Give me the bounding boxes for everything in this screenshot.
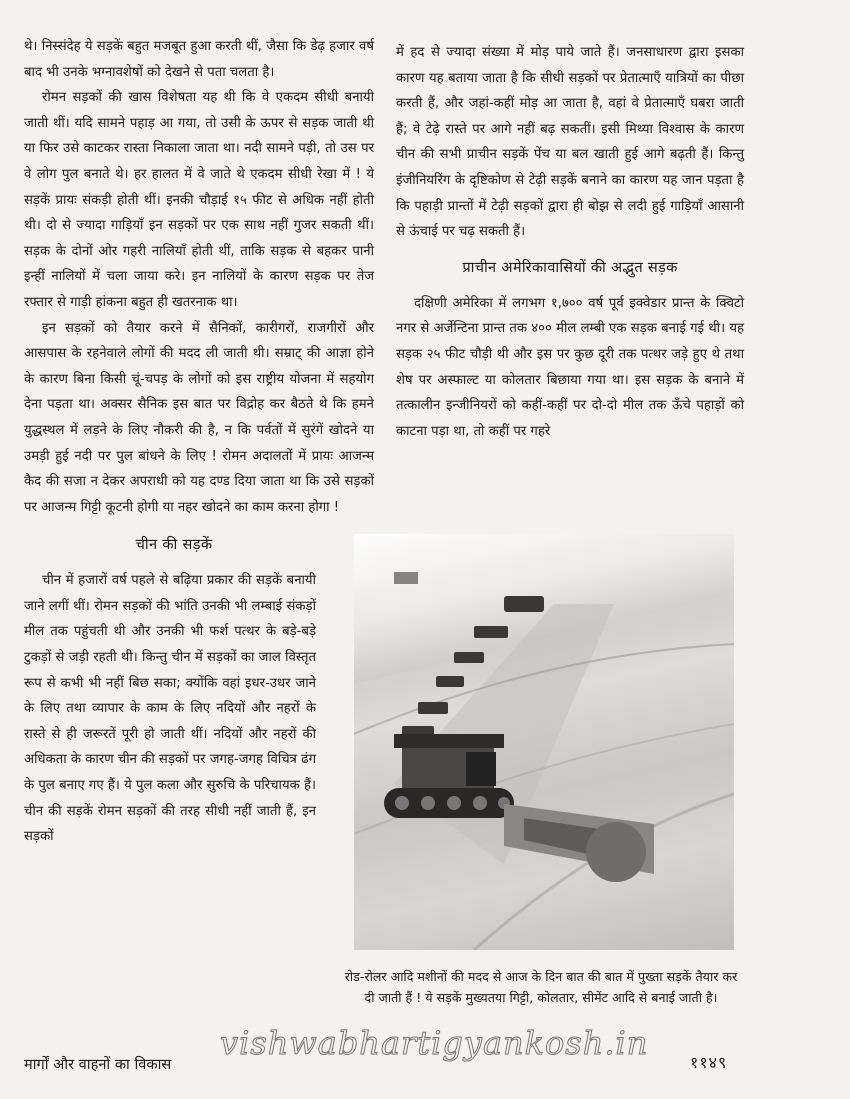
heading-china-roads: चीन की सड़कें: [135, 536, 213, 554]
road-roller-photo: [354, 534, 734, 950]
paragraph-china-turns: में हद से ज्यादा संख्या में मोड़ पाये जाते हैं। जनसाधारण द्वारा इसका कारण यह बताया जाता है कि सीधी सड़कों पर प्रेतात्माएँ यात्रियों का पीछा करती हैं, और जहां-कहीं मोड़ आ जाता है, वहां वे प्रेतात्माएँ घबरा जाती हैं; वे टेढ़े रास्ते पर आगे नहीं बढ़ सकतीं। इसी मिथ्या विश्वास के कारण चीन की सभी प्राचीन सड़कें पेंच या बल खाती हुई आगे बढ़ती हैं। किन्तु इंजीनियरिंग के दृष्टिकोण से टेढ़ी सड़कें बनाने का कारण यह जान पड़ता है कि पहाड़ी प्रान्तों में टेढ़ी सड़कों द्वारा ही बोझ से लदी हुई गाड़ियाँ आसानी से ऊंचाई पर चढ़ सकती हैं।: [396, 45, 744, 240]
paragraph-america-road: दक्षिणी अमेरिका में लगभग १,७०० वर्ष पूर्व इक्वेडार प्रान्त के क्विटो नगर से अर्जेन्टिना प्रान्त तक ४०० मील लम्बी एक सड़क बनाई गई थी। यह सड़क २५ फीट चौड़ी थी और इस पर कुछ दूरी तक पत्थर जड़े हुए थे तथा शेष पर अस्फाल्ट या कोलतार बिछाया गया था। इस सड़क के बनाने में तत्कालीन इन्जीनियरों को कहीं-कहीं पर दो-दो मील तक ऊँचे पहाड़ों को काटना पड़ा था, तो कहीं पर गहरे: [396, 295, 744, 439]
paragraph-rome-strength: थे। निस्संदेह ये सड़कें बहुत मजबूत हुआ करती थीं, जैसा कि डेढ़ हजार वर्ष बाद भी उनके भग्नावशेषों को देखने से पता चलता है।: [24, 39, 374, 80]
photo-caption: रोड-रोलर आदि मशीनों की मदद से आज के दिन बात की बात में पुख्ता सड़कें तैयार कर दी जाती हैं ! ये सड़कें मुख्यतया गिट्टी, कोलतार, सीमेंट आदि से बनाई जाती है।: [344, 969, 738, 1005]
paragraph-rome-labour: इन सड़कों को तैयार करने में सैनिकों, कारीगरों, राजगीरों और आसपास के रहनेवाले लोगों की मदद ली जाती थी। सम्राट् की आज्ञा होने के कारण बिना किसी चूं-चपड़ के लोगों को इस राष्ट्रीय योजना में सहयोग देना पड़ता था। अक्सर सैनिक इस बात पर विद्रोह कर बैठते थे कि हमने युद्धस्थल में लड़ने के लिए नौकरी की है, न कि पर्वतों में सुरंगें खोदने या उमड़ी हुई नदी पर पुल बांधने के लिए ! रोमन अदालतों में प्रायः आजन्म कैद की सजा न देकर अपराधी को यह दण्ड दिया जाता था कि उसे सड़कों पर आजन्म गिट्टी कूटनी होगी या नहर खोदने का काम करना होगा !: [24, 320, 374, 515]
footer-chapter-title: मार्गों और वाहनों का विकास: [24, 1056, 172, 1073]
site-watermark: vishwabhartigyankosh.in: [220, 1024, 649, 1062]
bulldozer-shape: [384, 734, 514, 818]
road-machinery-illustration: [354, 534, 734, 950]
right-column: [396, 40, 744, 444]
paragraph-china-roads: चीन में हजारों वर्ष पहले से बढ़िया प्रकार की सड़कें बनायी जाने लगीं थीं। रोमन सड़कों की भांति उनकी भी लम्बाई संकड़ों मील तक पहुंचती थी और उनकी भी फर्श पत्थर के बड़े-बड़े टुकड़ों से जड़ी रहती थी। किन्तु चीन में सड़कों का जाल विस्तृत रूप से कभी भी नहीं बिछ सका; क्योंकि वहां इधर-उधर जाने के लिए तथा व्यापार के काम के लिए नदियों और नहरों के रास्ते से ही जरूरतें पूरी हो जाती थीं। नदियों और नहरों की अधिकता के कारण चीन की सड़कों पर जगह-जगह विचित्र ढंग के पुल बनाए गए हैं। ये पुल कला और सुरुचि के परिचायक हैं। चीन की सड़कें रोमन सड़कों की तरह सीधी नहीं जाती हैं, इन सड़कों: [24, 573, 316, 845]
page-number: ११४९: [690, 1053, 728, 1072]
heading-america-road: प्राचीन अमेरिकावासियों की अद्भुत सड़क: [462, 258, 678, 276]
paragraph-rome-straight-roads: रोमन सड़कों की खास विशेषता यह थी कि वे एकदम सीधी बनायी जाती थीं। यदि सामने पहाड़ आ गया, तो उसी के ऊपर से सड़क जाती थी या फिर उसे काटकर रास्ता निकाला जाता था। नदी सामने पड़ी, तो उस पर वे लोग पुल बनाते थे। हर हालत में वे जाते थे एकदम सीधी रेखा में ! ये सड़कें प्रायः संकड़ी होती थीं। इनकी चौड़ाई १५ फीट से अधिक नहीं होती थी। दो से ज्यादा गाड़ियाँ इन सड़कों पर एक साथ नहीं गुजर सकती थीं। सड़क के दोनों ओर गहरी नालियाँ होती थीं, ताकि सड़क से बहकर पानी इन्हीं नालियों में चला जाया करे। इन नालियों के कारण सड़क पर तेज रफ्तार से गाड़ी हांकना बहुत ही खतरनाक था।: [24, 90, 374, 310]
left-column: [24, 34, 374, 850]
